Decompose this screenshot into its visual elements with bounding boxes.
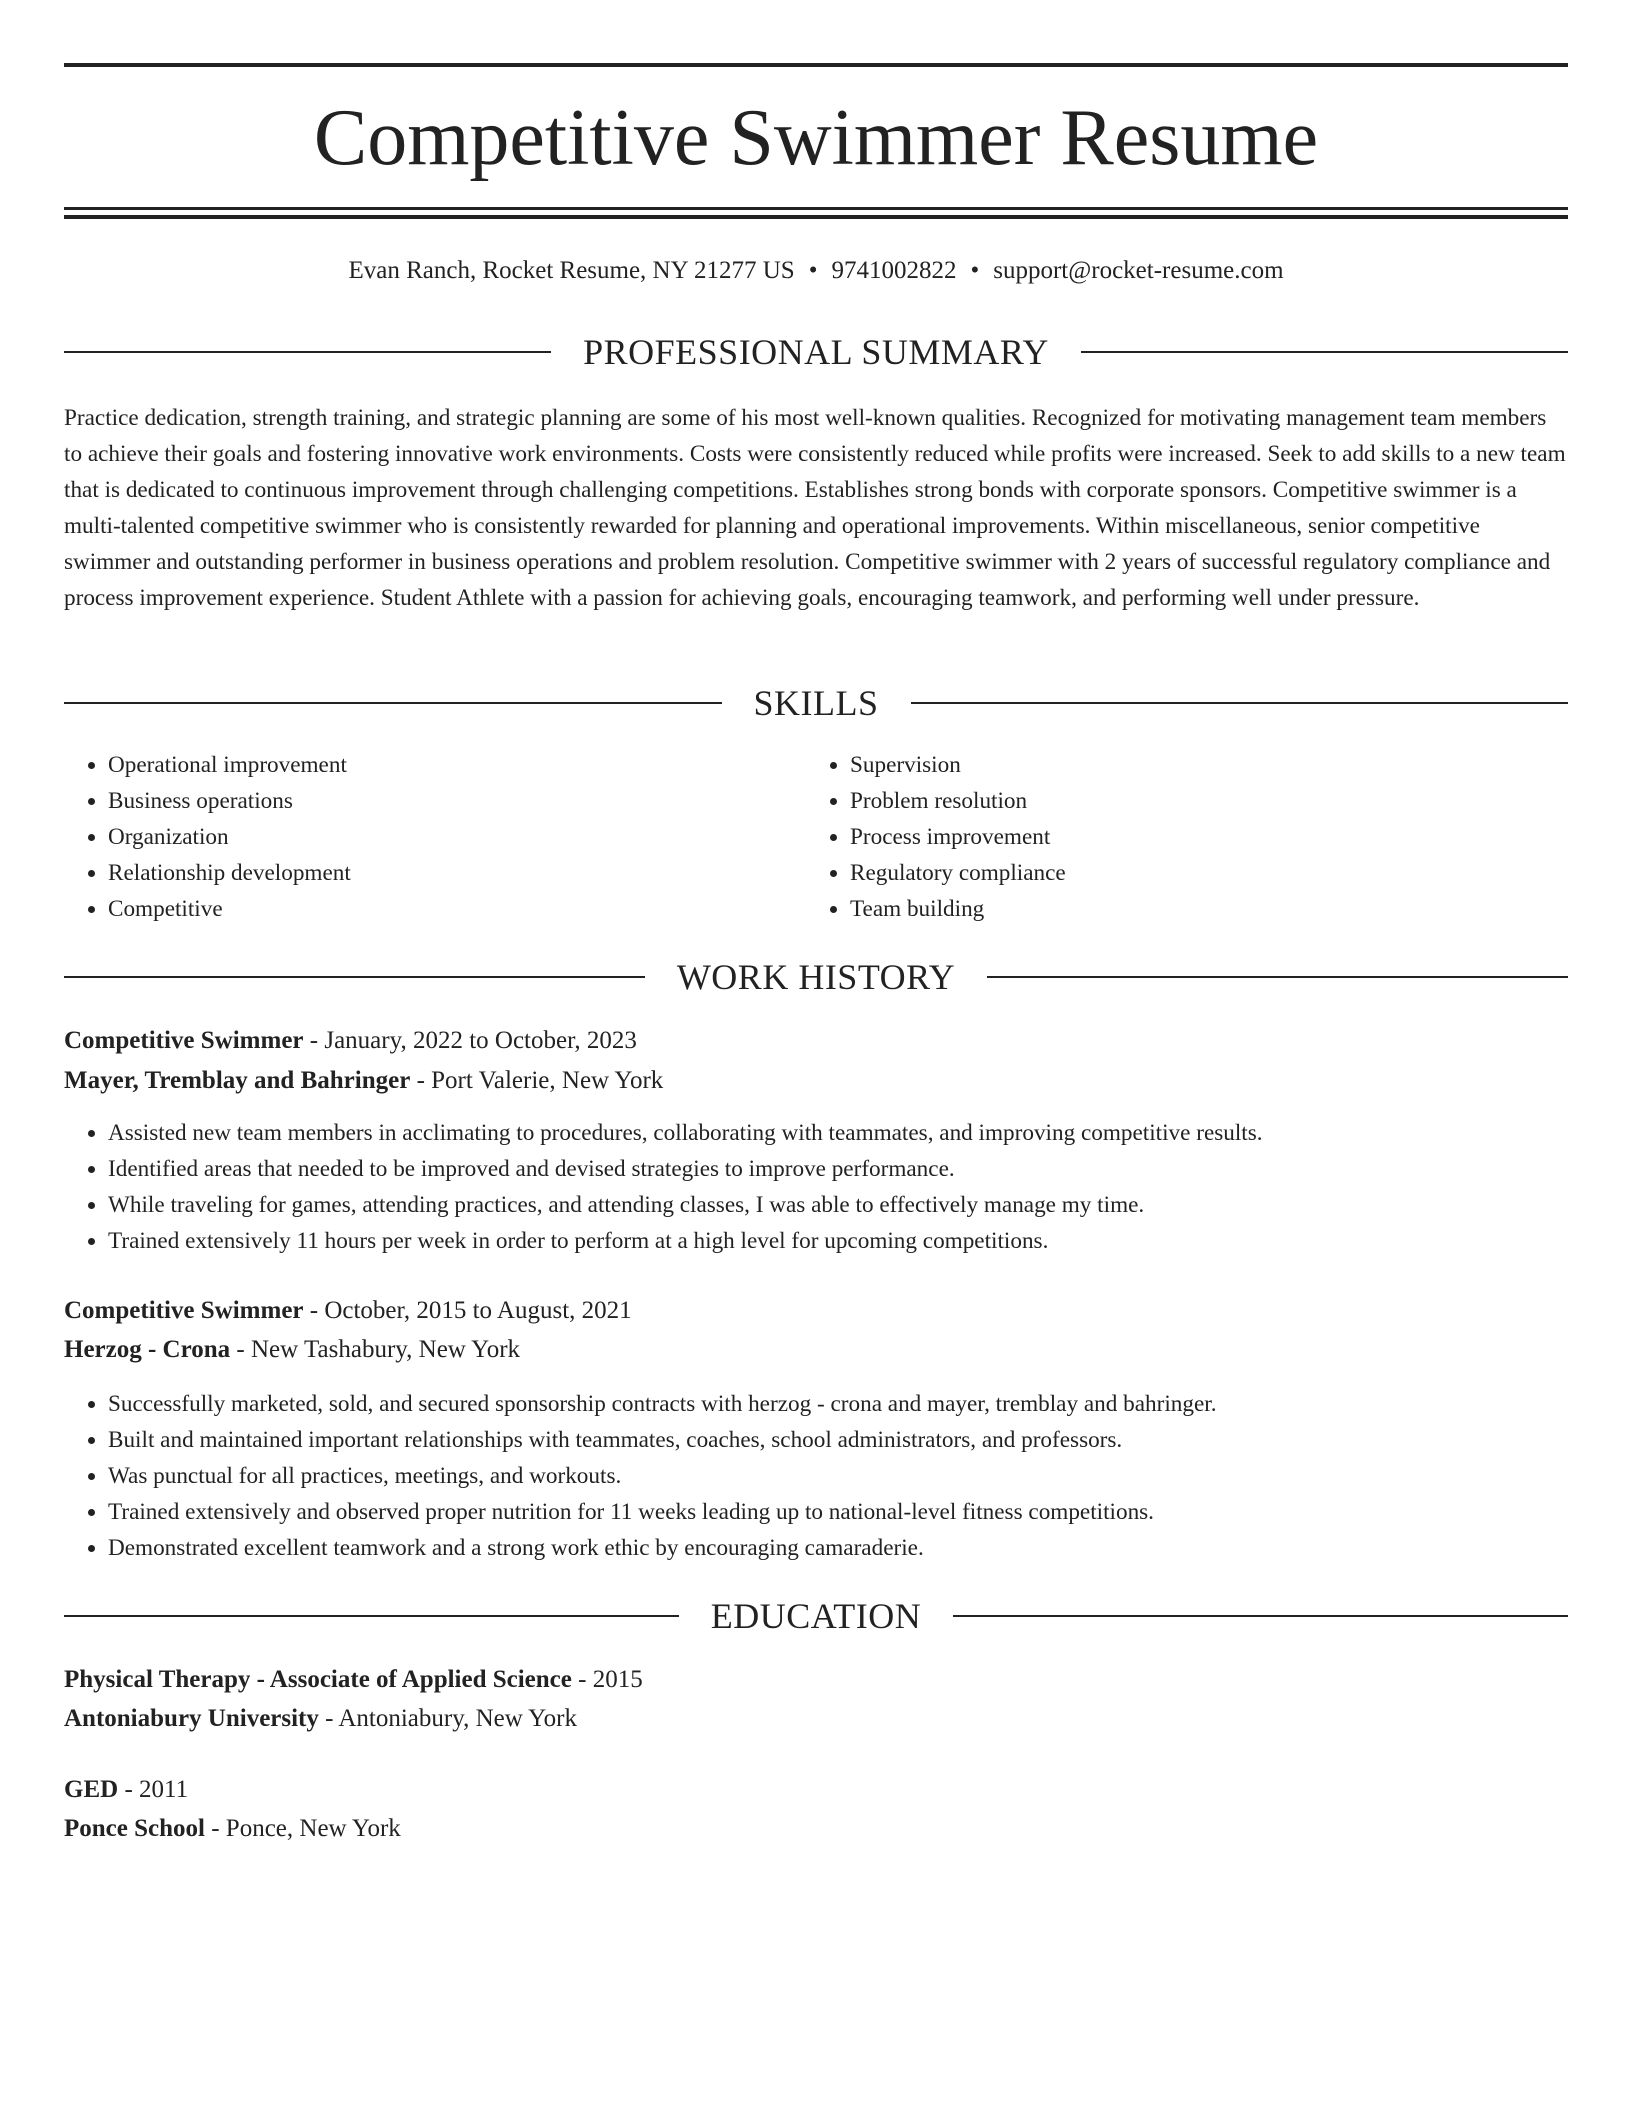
skill-item: • Problem resolution [850,783,1548,819]
skill-item: • Organization [108,819,806,855]
education-degree-line [64,1770,1568,1810]
skill-item: • Operational improvement [108,747,806,783]
heading-rule [64,976,645,978]
job-title-line [64,1021,1568,1061]
skill-item: • Supervision [850,747,1548,783]
contact-line [64,253,1568,289]
job-duty: • Successfully marketed, sold, and secured sponsorship contracts with herzog - crona and mayer, tremblay and bahringer. [108,1386,1568,1422]
education-degree-line [64,1660,1568,1700]
skills-column-right [806,747,1548,927]
section-heading-summary [64,330,1568,374]
top-rule [64,63,1568,67]
section-heading-work-history [64,955,1568,999]
education-location: - Antoniabury, New York [325,1705,577,1732]
skill-item: • Process improvement [850,819,1548,855]
education-school: Ponce School [64,1815,205,1842]
education-school-line [64,1809,1568,1849]
contact-separator: • [970,257,980,284]
job-company: Mayer, Tremblay and Bahringer [64,1067,411,1094]
job-title-line [64,1291,1568,1331]
job-duty: • While traveling for games, attending practices, and attending classes, I was able to effectively manage my time. [108,1187,1568,1223]
education-year: - 2011 [124,1776,189,1803]
contact-phone: 9741002822 [831,257,957,284]
skills-column-left [64,747,806,927]
education-school-line [64,1699,1568,1739]
skill-item: • Team building [850,891,1548,927]
job-dates: - January, 2022 to October, 2023 [309,1027,637,1054]
skill-item: • Regulatory compliance [850,855,1548,891]
job-duties-list [64,1386,1568,1566]
title-rule-upper [64,207,1568,210]
heading-rule [64,351,551,353]
section-title: PROFESSIONAL SUMMARY [583,332,1049,372]
section-heading-skills [64,681,1568,725]
job-title: Competitive Swimmer [64,1297,304,1324]
heading-rule [64,1615,679,1617]
heading-rule [987,976,1568,978]
contact-email: support@rocket-resume.com [993,257,1284,284]
job-company-line [64,1330,1568,1370]
job-dates: - October, 2015 to August, 2021 [309,1297,632,1324]
job-title: Competitive Swimmer [64,1027,304,1054]
heading-rule [1081,351,1568,353]
section-title: EDUCATION [710,1596,922,1636]
heading-rule [64,702,722,704]
job-duty: • Demonstrated excellent teamwork and a strong work ethic by encouraging camaraderie. [108,1530,1568,1566]
section-heading-education [64,1594,1568,1638]
title-rule-lower [64,215,1568,219]
skill-item: • Relationship development [108,855,806,891]
skill-item: • Business operations [108,783,806,819]
education-year: - 2015 [578,1666,643,1693]
skill-item: • Competitive [108,891,806,927]
education-school: Antoniabury University [64,1705,319,1732]
contact-address: Evan Ranch, Rocket Resume, NY 21277 US [348,257,795,284]
job-duty: • Built and maintained important relationships with teammates, coaches, school administrators, and professors. [108,1422,1568,1458]
heading-rule [911,702,1569,704]
job-location: - Port Valerie, New York [416,1067,664,1094]
summary-text: Practice dedication, strength training, and strategic planning are some of his most well-known qualities. Recognized for motivating management team members to achieve their goals and fostering innovative work environments. Costs were consistently reduced while profits were increased. Seek to add skills to a new team that is dedicated to continuous improvement through challenging competitions. Establishes strong bonds with corporate sponsors. Competitive swimmer is a multi-talented competitive swimmer who is consistently rewarded for planning and operational improvements. Within miscellaneous, senior competitive swimmer and outstanding performer in business operations and problem resolution. Competitive swimmer with 2 years of successful regulatory compliance and process improvement experience. Student Athlete with a passion for achieving goals, encouraging teamwork, and performing well under pressure. [64,405,1566,611]
skills-list [64,747,1568,927]
job-duty: • Assisted new team members in acclimating to procedures, collaborating with teammates, and improving competitive results. [108,1115,1568,1151]
job-company: Herzog - Crona [64,1336,231,1363]
job-company-line [64,1061,1568,1101]
education-degree: Physical Therapy - Associate of Applied Science [64,1666,572,1693]
job-duty: • Was punctual for all practices, meetings, and workouts. [108,1458,1568,1494]
education-degree: GED [64,1776,119,1803]
section-title: SKILLS [753,683,879,723]
heading-rule [953,1615,1568,1617]
job-duties-list [64,1115,1568,1259]
job-duty: • Trained extensively 11 hours per week in order to perform at a high level for upcoming competitions. [108,1223,1568,1259]
section-title: WORK HISTORY [676,957,956,997]
resume-title: Competitive Swimmer Resume [313,94,1319,182]
job-duty: • Trained extensively and observed proper nutrition for 11 weeks leading up to national-level fitness competitions. [108,1494,1568,1530]
job-duty: • Identified areas that needed to be improved and devised strategies to improve performance. [108,1151,1568,1187]
job-location: - New Tashabury, New York [236,1336,521,1363]
contact-separator: • [808,257,818,284]
education-location: - Ponce, New York [211,1815,401,1842]
